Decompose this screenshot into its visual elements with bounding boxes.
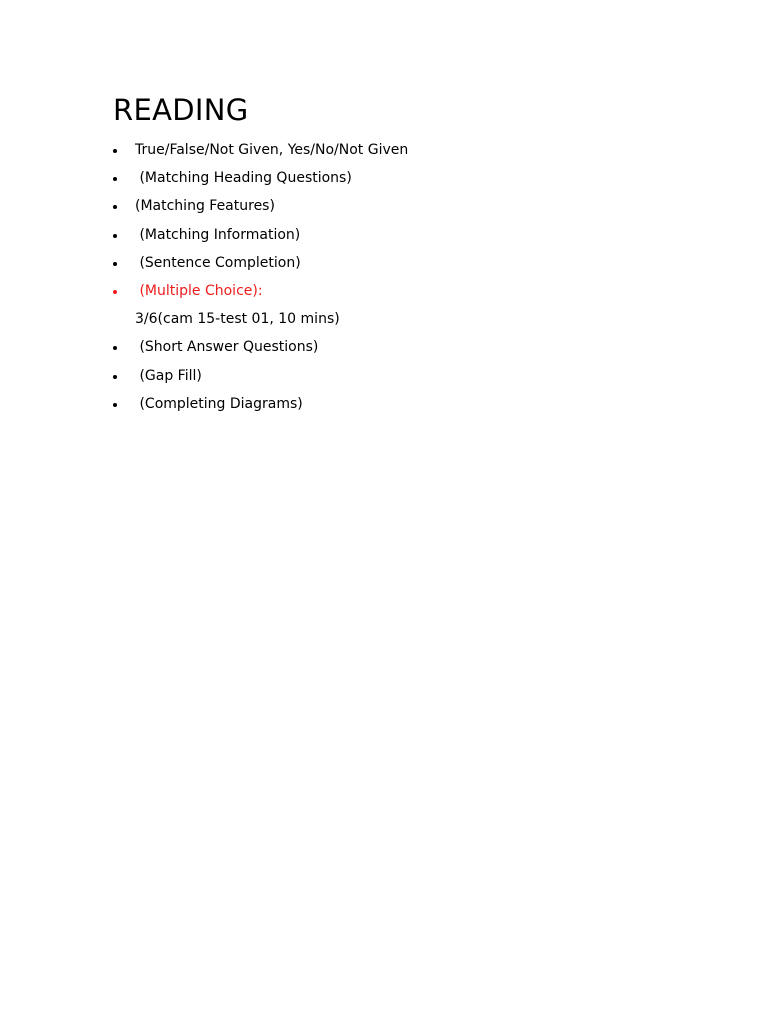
list-item-text: (Multiple Choice): [135, 282, 263, 299]
list-item-text: (Sentence Completion) [135, 254, 301, 271]
page-title: READING [113, 93, 249, 127]
list-item-text: (Completing Diagrams) [135, 395, 303, 412]
list-item-text: (Matching Information) [135, 226, 301, 243]
list-item-text: (Short Answer Questions) [135, 339, 319, 356]
list-item-text: (Matching Features) [135, 198, 275, 215]
list-item-text: (Gap Fill) [135, 367, 202, 384]
list-note-text: 3/6(cam 15-test 01, 10 mins) [135, 311, 340, 328]
list-item-text: True/False/Not Given, Yes/No/Not Given [135, 142, 409, 158]
list-item-text: (Matching Heading Questions) [135, 170, 352, 187]
